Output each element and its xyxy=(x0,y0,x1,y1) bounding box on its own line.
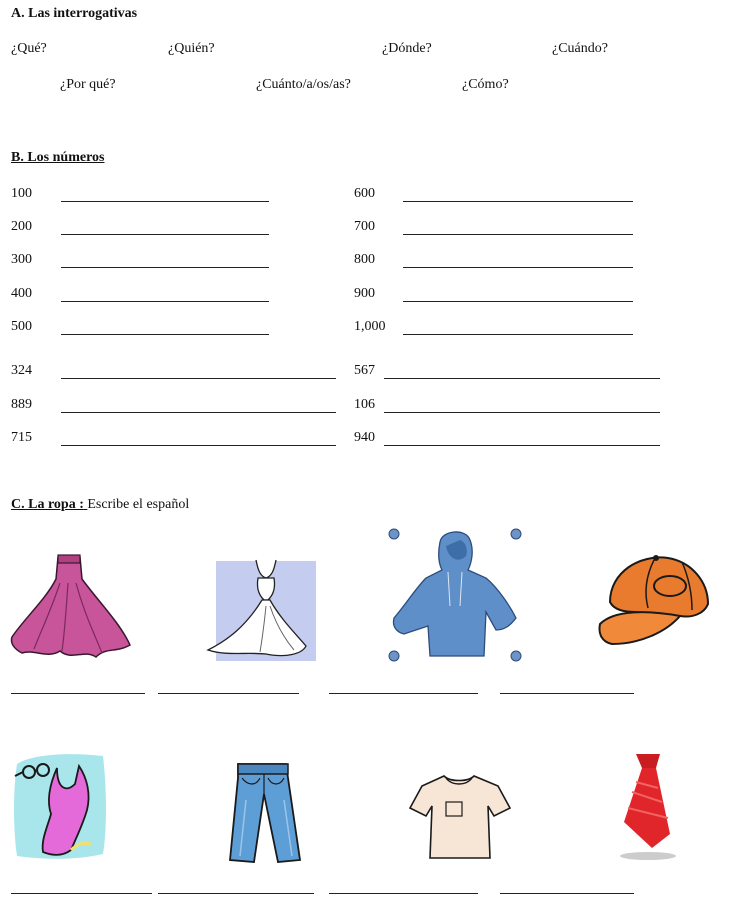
number-label: 300 xyxy=(11,252,32,267)
jeans-image xyxy=(226,760,302,864)
number-label: 100 xyxy=(11,186,32,201)
number-label: 889 xyxy=(11,397,32,412)
question-word-donde: ¿Dónde? xyxy=(382,41,432,56)
section-c-heading xyxy=(11,497,189,513)
question-word-que: ¿Qué? xyxy=(11,41,47,56)
answer-line[interactable] xyxy=(61,412,336,413)
answer-line[interactable] xyxy=(384,445,660,446)
answer-line[interactable] xyxy=(61,445,336,446)
answer-line[interactable] xyxy=(403,267,633,268)
number-label: 940 xyxy=(354,430,375,445)
answer-line[interactable] xyxy=(403,201,633,202)
number-label: 324 xyxy=(11,363,32,378)
question-word-cuanto: ¿Cuánto/a/os/as? xyxy=(256,77,351,92)
answer-line[interactable] xyxy=(61,301,269,302)
answer-line[interactable] xyxy=(500,893,634,894)
number-label: 800 xyxy=(354,252,375,267)
answer-line[interactable] xyxy=(403,301,633,302)
answer-line[interactable] xyxy=(61,267,269,268)
answer-line[interactable] xyxy=(403,234,633,235)
section-b-title: B. Los números xyxy=(11,150,105,165)
number-label: 567 xyxy=(354,363,375,378)
t-shirt-image xyxy=(408,772,512,862)
number-label: 106 xyxy=(354,397,375,412)
number-label: 1,000 xyxy=(354,319,386,334)
section-c-instruction: Escribe el español xyxy=(87,497,190,512)
section-c-title: C. La ropa : xyxy=(11,497,84,512)
number-label: 900 xyxy=(354,286,375,301)
answer-line[interactable] xyxy=(61,378,336,379)
answer-line[interactable] xyxy=(384,378,660,379)
number-label: 500 xyxy=(11,319,32,334)
answer-line[interactable] xyxy=(403,334,633,335)
skirt-image xyxy=(10,553,132,663)
necktie-image xyxy=(614,752,682,862)
answer-line[interactable] xyxy=(500,693,634,694)
answer-line[interactable] xyxy=(61,334,269,335)
section-a-title: A. Las interrogativas xyxy=(11,6,138,21)
answer-line[interactable] xyxy=(158,693,299,694)
answer-line[interactable] xyxy=(158,893,314,894)
answer-line[interactable] xyxy=(11,893,152,894)
answer-line[interactable] xyxy=(329,893,478,894)
number-label: 200 xyxy=(11,219,32,234)
answer-line[interactable] xyxy=(61,201,269,202)
wedding-dress-image xyxy=(206,556,318,663)
question-word-cuando: ¿Cuándo? xyxy=(552,41,608,56)
answer-line[interactable] xyxy=(61,234,269,235)
number-label: 700 xyxy=(354,219,375,234)
question-word-como: ¿Cómo? xyxy=(462,77,509,92)
answer-line[interactable] xyxy=(11,693,145,694)
number-label: 715 xyxy=(11,430,32,445)
hooded-sweatshirt-image xyxy=(386,526,524,664)
swimsuit-image xyxy=(11,750,107,862)
question-word-por-que: ¿Por qué? xyxy=(60,77,116,92)
answer-line[interactable] xyxy=(329,693,478,694)
question-word-quien: ¿Quién? xyxy=(168,41,215,56)
number-label: 400 xyxy=(11,286,32,301)
number-label: 600 xyxy=(354,186,375,201)
answer-line[interactable] xyxy=(384,412,660,413)
baseball-cap-image xyxy=(596,552,712,648)
